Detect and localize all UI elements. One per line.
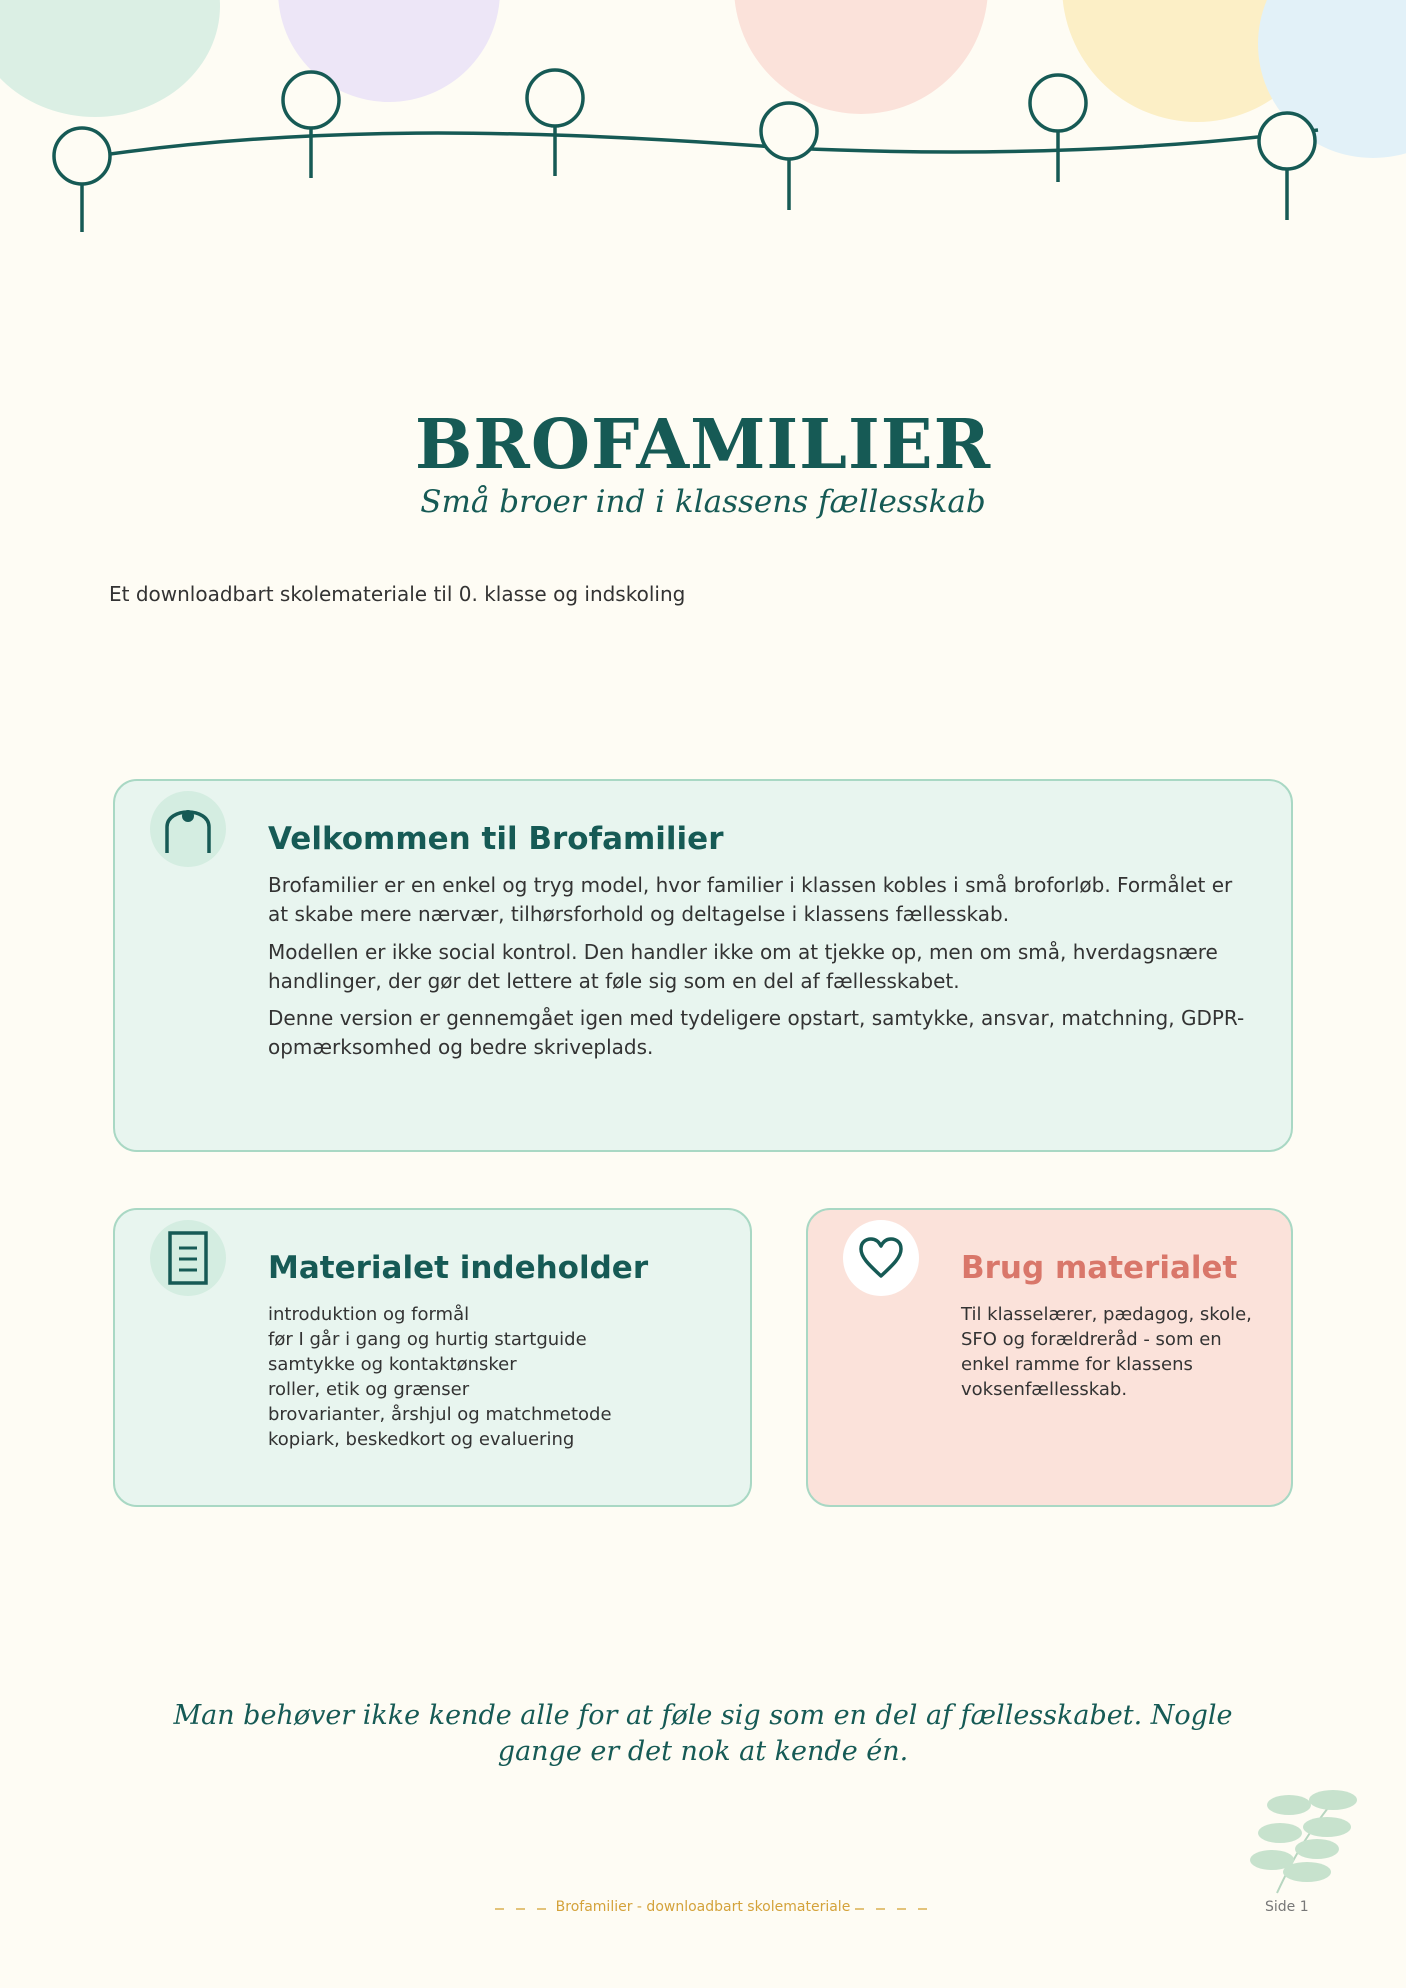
garland-illustration [0, 0, 1406, 240]
welcome-title: Velkommen til Brofamilier [268, 821, 724, 857]
lantern-icon [283, 72, 339, 178]
list-item: roller, etik og grænser [268, 1379, 470, 1400]
page-number: Side 1 [1265, 1899, 1309, 1915]
lantern-icon [761, 103, 817, 210]
welcome-paragraph: Modellen er ikke social kontrol. Den handler ikke om at tjekke op, men om små, hverdagsnære handlinger, der gør det lettere at føle sig som en del af fællesskabet. [268, 940, 1218, 993]
welcome-paragraph: Denne version er gennemgået igen med tydeligere opstart, samtykke, ansvar, matchning, GDPR-opmærksomhed og bedre skriveplads. [268, 1006, 1245, 1059]
list-item: kopiark, beskedkort og evaluering [268, 1429, 575, 1450]
lantern-icon [1259, 113, 1315, 220]
list-item: før I går i gang og hurtig startguide [268, 1329, 587, 1350]
lantern-icon [1030, 75, 1086, 182]
welcome-card [113, 779, 1293, 1152]
closing-quote: Man behøver ikke kende alle for at føle sig som en del af fællesskabet. Nogle gange er det nok at kende én. [173, 1700, 1233, 1767]
page-title: BROFAMILIER [414, 405, 992, 485]
leaf-branch-icon [1245, 1785, 1365, 1895]
page-subtitle: Små broer ind i klassens fællesskab [420, 484, 986, 520]
usage-text: Til klasselærer, pædagog, skole, SFO og forældreråd - som en enkel ramme for klassens voksenfællesskab. [961, 1304, 1252, 1400]
contents-card [113, 1208, 752, 1507]
welcome-paragraph: Brofamilier er en enkel og tryg model, hvor familier i klassen kobles i små broforløb. Formålet er at skabe mere nærvær, tilhørsforhold og deltagelse i klassens fællesskab. [268, 873, 1233, 926]
list-item: samtykke og kontaktønsker [268, 1354, 517, 1375]
list-item: brovarianter, årshjul og matchmetode [268, 1404, 612, 1425]
lantern-icon [54, 128, 110, 232]
footer-text: Brofamilier - downloadbart skolemateriale [555, 1899, 851, 1915]
usage-card [806, 1208, 1293, 1507]
heart-icon [843, 1220, 919, 1296]
contents-list [268, 1302, 738, 1452]
list-item: introduktion og formål [268, 1304, 470, 1325]
lantern-icon [527, 70, 583, 176]
arch-icon [150, 791, 226, 867]
contents-title: Materialet indeholder [268, 1250, 649, 1286]
document-icon [150, 1220, 226, 1296]
usage-title: Brug materialet [961, 1250, 1238, 1286]
intro-text: Et downloadbart skolemateriale til 0. klasse og indskoling [109, 582, 686, 606]
